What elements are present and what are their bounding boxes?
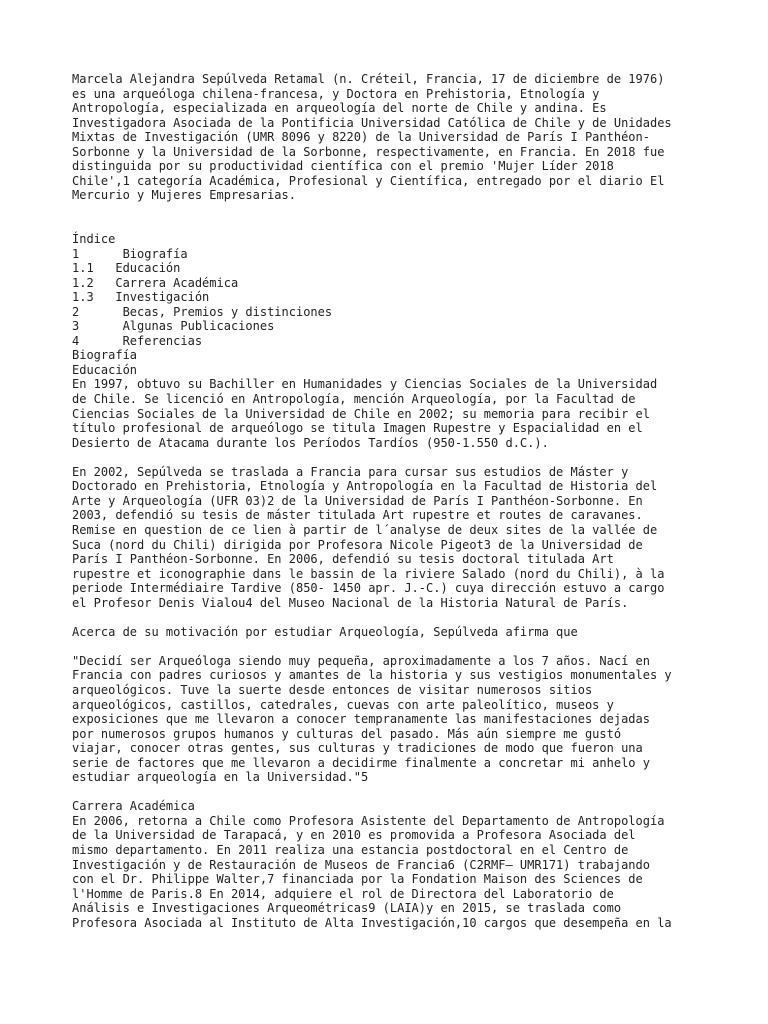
text-line: rupestre et iconographie dans le bassin de la riviere Salado (nord du Chili), à la	[72, 566, 665, 581]
text-line: Mercurio y Mujeres Empresarias.	[72, 188, 296, 203]
text-line: Suca (nord du Chili) dirigida por Profesora Nicole Pigeot3 de la Universidad de	[72, 537, 643, 552]
text-line: Educación	[72, 362, 138, 377]
text-line: 3 Algunas Publicaciones	[72, 319, 275, 334]
text-line: exposiciones que me llevaron a conocer tempranamente las manifestaciones dejadas	[72, 712, 650, 727]
text-line: Antropología, especializada en arqueología del norte de Chile y andina. Es	[72, 101, 607, 116]
text-line: 1.3 Investigación	[72, 290, 210, 305]
text-line: arqueológicos, castillos, catedrales, cuevas con arte paleolítico, museos y	[72, 697, 614, 712]
text-line: título profesional de arqueólogo se titula Imagen Rupestre y Espacialidad en el	[72, 421, 643, 436]
text-line: serie de factores que me llevaron a decidirme finalmente a concretar mi anhelo y	[72, 755, 650, 770]
text-line: 2003, defendió su tesis de máster titulada Art rupestre et routes de caravanes.	[72, 508, 643, 523]
text-line: es una arqueóloga chilena-francesa, y Doctora en Prehistoria, Etnología y	[72, 86, 600, 101]
text-line: Mixtas de Investigación (UMR 8096 y 8220) de la Universidad de París I Panthéon-	[72, 130, 650, 145]
text-line: En 2006, retorna a Chile como Profesora Asistente del Departamento de Antropología	[72, 813, 665, 828]
text-line: Investigación y de Restauración de Museos de Francia6 (C2RMF– UMR171) trabajando	[72, 857, 650, 872]
text-line: mismo departamento. En 2011 realiza una estancia postdoctoral en el Centro de	[72, 842, 629, 857]
text-line: París I Panthéon-Sorbonne. En 2006, defendió su tesis doctoral titulada Art	[72, 552, 614, 567]
text-line: periode Intermédiaire Tardive (850- 1450 apr. J.-C.) cuya dirección estuvo a cargo	[72, 581, 665, 596]
text-line: En 1997, obtuvo su Bachiller en Humanidades y Ciencias Sociales de la Universidad	[72, 377, 658, 392]
text-line: con el Dr. Philippe Walter,7 financiada por la Fondation Maison des Sciences de	[72, 872, 643, 887]
text-line: Análisis e Investigaciones Arqueométricas9 (LAIA)y en 2015, se traslada como	[72, 901, 622, 916]
text-line: Carrera Académica	[72, 799, 195, 814]
text-line: "Decidí ser Arqueóloga siendo muy pequeña, aproximadamente a los 7 años. Nací en	[72, 653, 650, 668]
text-line: arqueológicos. Tuve la suerte desde entonces de visitar numerosos sitios	[72, 682, 593, 697]
text-line: Profesora Asociada al Instituto de Alta Investigación,10 cargos que desempeña en la	[72, 915, 672, 930]
text-line: 2 Becas, Premios y distinciones	[72, 304, 333, 319]
document-text	[72, 72, 722, 930]
text-line: Índice	[72, 232, 116, 247]
text-line	[72, 450, 722, 465]
text-line: estudiar arqueología en la Universidad."5	[72, 770, 369, 785]
text-line	[72, 217, 722, 232]
text-line: 4 Referencias	[72, 333, 203, 348]
text-line: Marcela Alejandra Sepúlveda Retamal (n. Créteil, Francia, 17 de diciembre de 1976)	[72, 72, 665, 86]
text-line: 1.1 Educación	[72, 261, 181, 276]
text-line	[72, 639, 722, 654]
text-line: Remise en question de ce lien à partir de l´analyse de deux sites de la vallée de	[72, 522, 658, 537]
text-line: Doctorado en Prehistoria, Etnología y Antropología en la Facultad de Historia del	[72, 479, 658, 494]
text-line: 1 Biografía	[72, 246, 188, 261]
text-line	[72, 203, 722, 218]
text-line: Desierto de Atacama durante los Períodos Tardíos (950-1.550 d.C.).	[72, 435, 549, 450]
text-line: 1.2 Carrera Académica	[72, 275, 239, 290]
text-line: viajar, conocer otras gentes, sus culturas y tradiciones de modo que fueron una	[72, 741, 643, 756]
text-line: l'Homme de Paris.8 En 2014, adquiere el rol de Directora del Laboratorio de	[72, 886, 614, 901]
text-line: Ciencias Sociales de la Universidad de Chile en 2002; su memoria para recibir el	[72, 406, 650, 421]
text-line: el Profesor Denis Vialou4 del Museo Nacional de la Historia Natural de París.	[72, 595, 629, 610]
text-line: En 2002, Sepúlveda se traslada a Francia para cursar sus estudios de Máster y	[72, 464, 629, 479]
text-line: Chile',1 categoría Académica, Profesional y Científica, entregado por el diario El	[72, 173, 665, 188]
text-line	[72, 610, 722, 625]
text-line: distinguida por su productividad científica con el premio 'Mujer Líder 2018	[72, 159, 614, 174]
text-line: Biografía	[72, 348, 138, 363]
text-line: de Chile. Se licenció en Antropología, mención Arqueología, por la Facultad de	[72, 392, 636, 407]
text-line: Investigadora Asociada de la Pontificia Universidad Católica de Chile y de Unidades	[72, 115, 672, 130]
text-line: de la Universidad de Tarapacá, y en 2010 es promovida a Profesora Asociada del	[72, 828, 636, 843]
text-line	[72, 785, 722, 800]
text-line: Acerca de su motivación por estudiar Arqueología, Sepúlveda afirma que	[72, 624, 578, 639]
text-line: Sorbonne y la Universidad de la Sorbonne, respectivamente, en Francia. En 2018 fue	[72, 144, 665, 159]
text-line: Francia con padres curiosos y amantes de la historia y sus vestigios monumentales y	[72, 668, 672, 683]
text-line: por numerosos grupos humanos y culturas del pasado. Más aún siempre me gustó	[72, 726, 622, 741]
text-line: Arte y Arqueología (UFR 03)2 de la Universidad de París I Panthéon-Sorbonne. En	[72, 493, 643, 508]
